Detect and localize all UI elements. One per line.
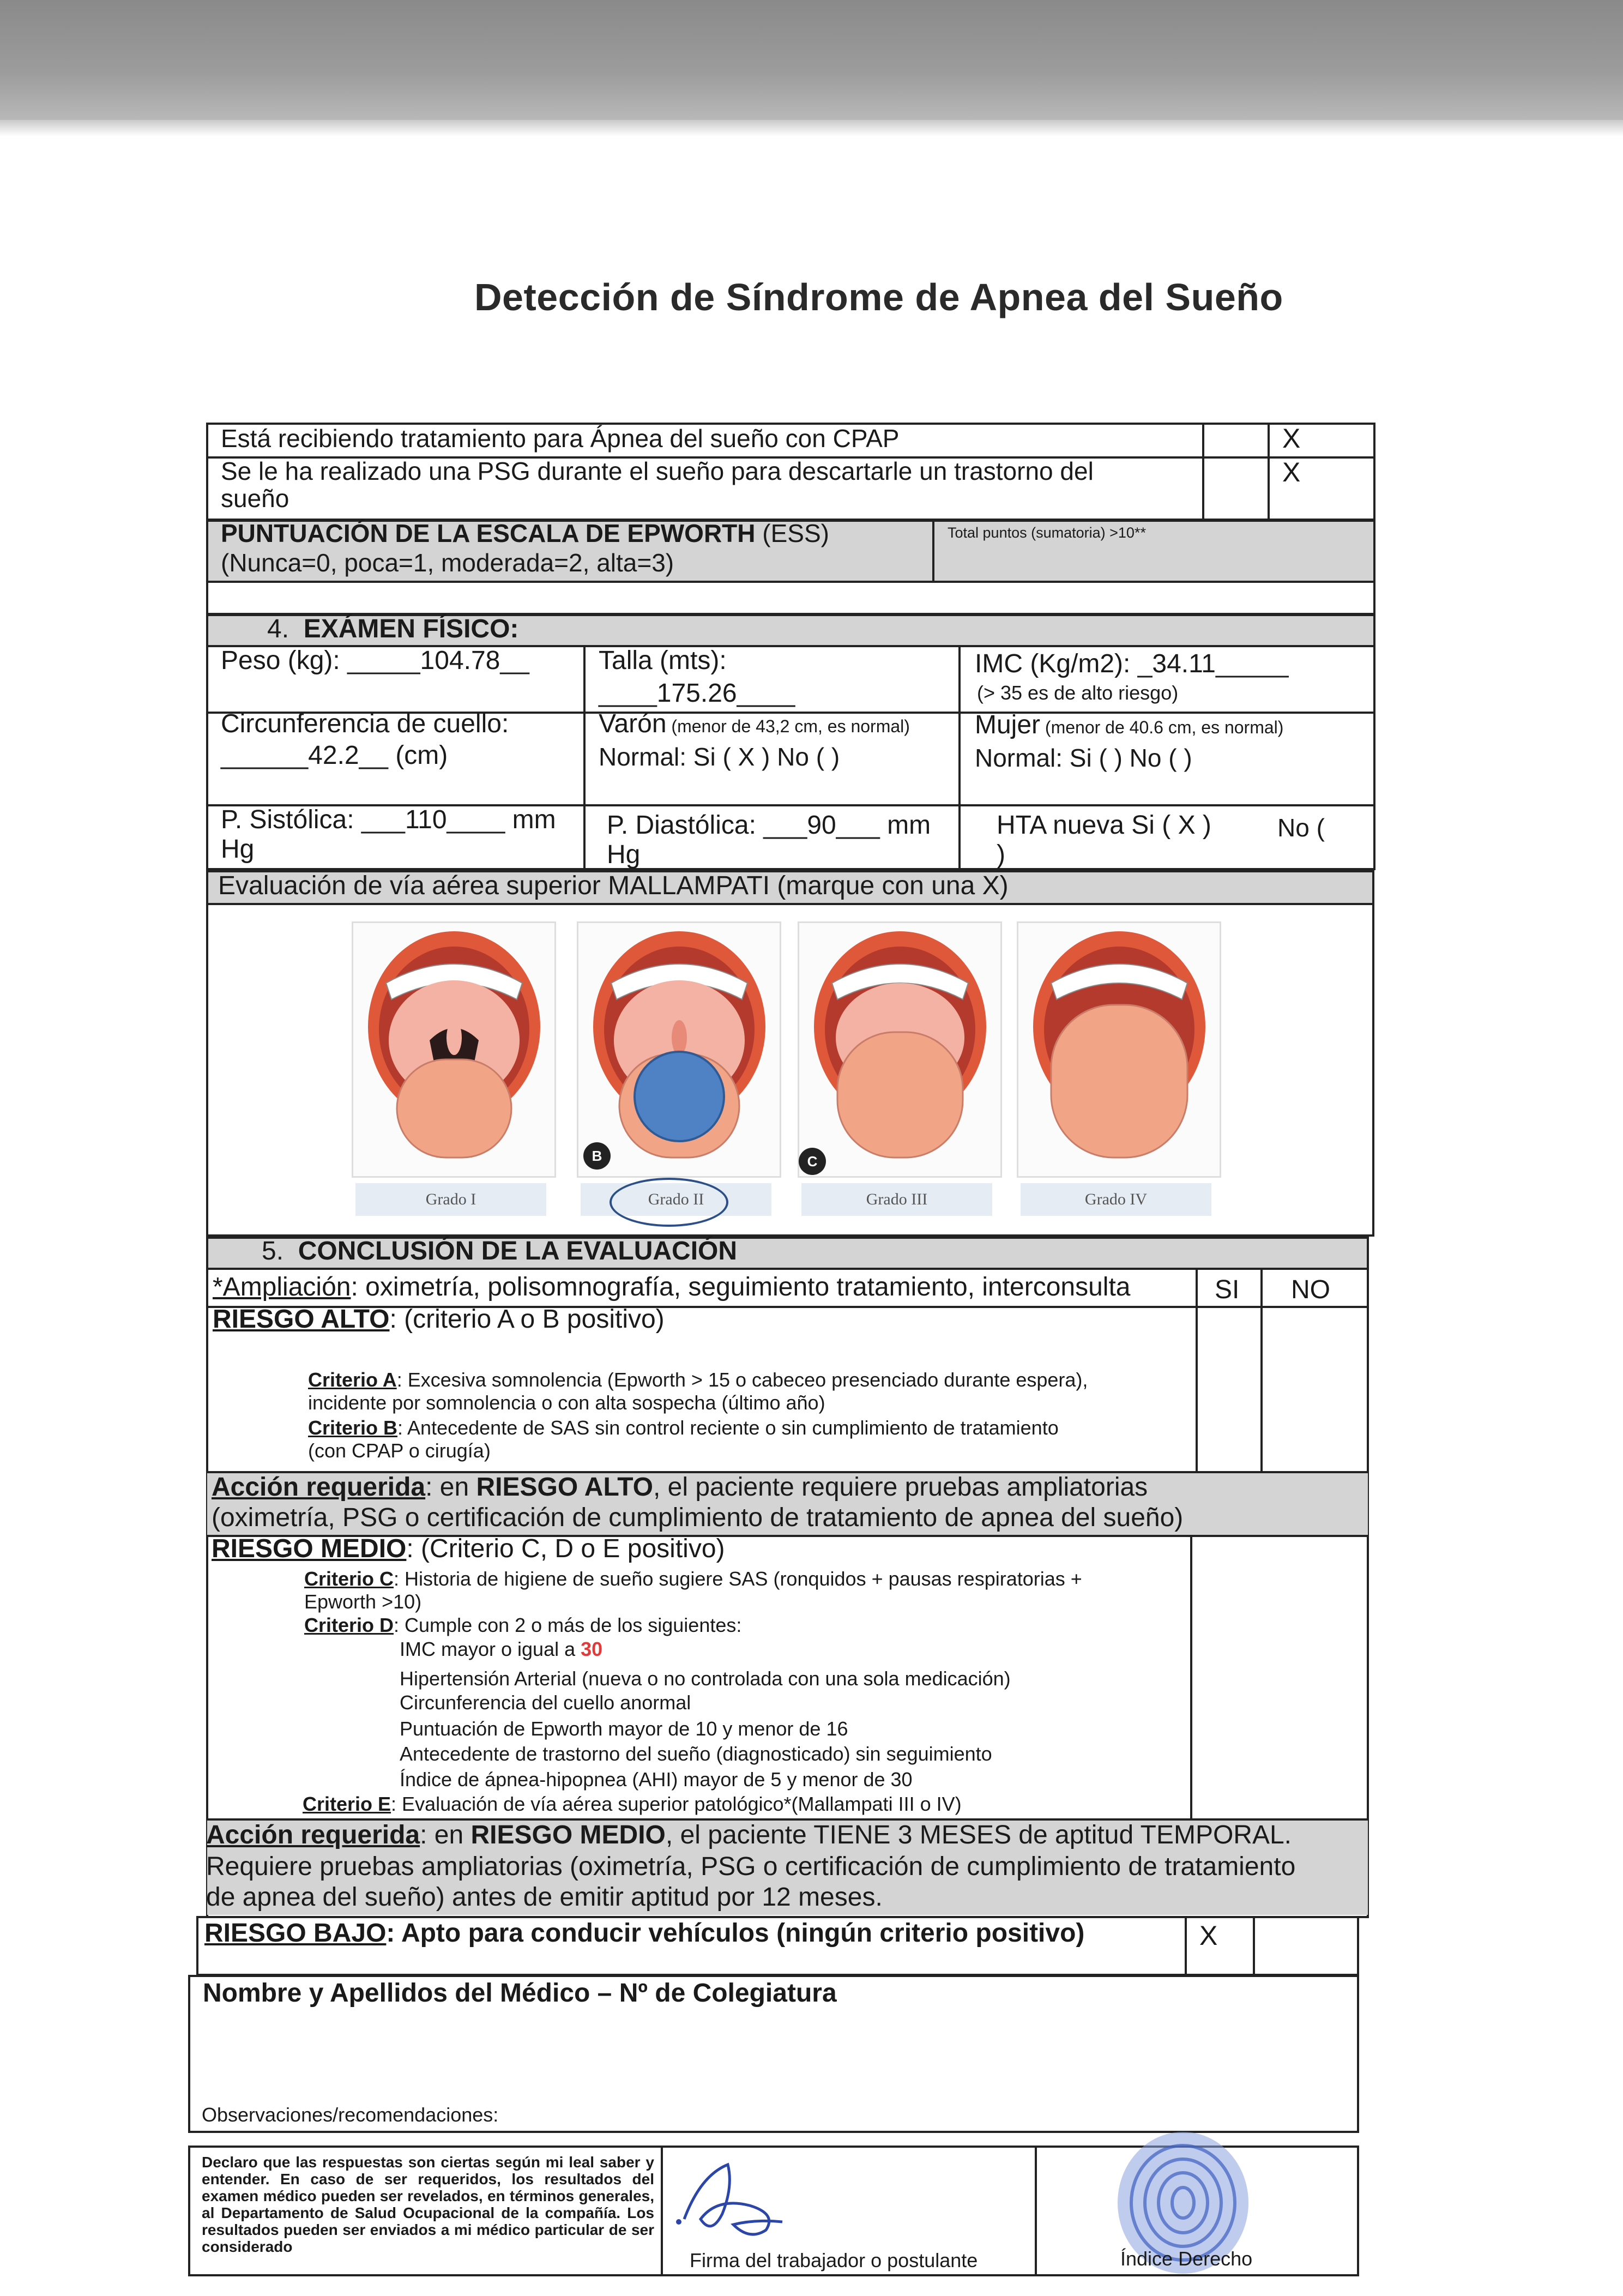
criterio-d-item-4: Puntuación de Epworth mayor de 10 y menor de 16 [400,1718,848,1740]
varon-normal[interactable]: Normal: Si ( X ) No ( ) [599,743,840,771]
riesgo-bajo-mark[interactable]: X [1199,1920,1218,1951]
col-no: NO [1291,1275,1330,1304]
question-cpap: Está recibiendo tratamiento para Ápnea del sueño con CPAP [221,424,900,453]
divider [206,581,1375,583]
varon-label: Varón (menor de 43,2 cm, es normal) [599,709,910,738]
divider [206,1268,1369,1270]
mouth-grade-1-icon [353,923,555,1177]
question-cpap-mark[interactable]: X [1282,423,1301,454]
divider [206,903,1374,905]
criterio-a-cont: incidente por somnolencia o con alta sospecha (último año) [308,1391,825,1414]
epworth-title: PUNTUACIÓN DE LA ESCALA DE EPWORTH (ESS) [221,519,829,547]
divider [1185,1916,1187,1976]
mujer-label: Mujer (menor de 40.6 cm, es normal) [975,710,1284,739]
observaciones-label[interactable]: Observaciones/recomendaciones: [202,2104,499,2126]
divider [958,645,961,870]
hta-no[interactable]: No ( [1277,813,1325,842]
ampliacion-row: *Ampliación: oximetría, polisomnografía, seguimiento tratamiento, interconsulta [213,1273,1131,1301]
criterio-d: Criterio D: Cumple con 2 o más de los siguientes: [304,1614,742,1636]
hta-field[interactable]: HTA nueva Si ( X ) [997,811,1211,840]
mallampati-panel-3[interactable] [798,921,1002,1178]
criterio-d-item-3: Circunferencia del cuello anormal [400,1691,691,1714]
criterio-d-item-2: Hipertensión Arterial (nueva o no controlada con una sola medicación) [400,1667,1011,1690]
divider [1260,1268,1263,1472]
question-psg-line2: sueño [221,484,289,513]
grade-label-1: Grado I [355,1183,546,1216]
medico-label: Nombre y Apellidos del Médico – Nº de Colegiatura [203,1979,837,2008]
declaration-text: Declaro que las respuestas son ciertas según mi leal saber y entender. En caso de ser requeridos, los resultados del examen médico pueden ser revelados, en términos generales, al Departamento de Salud Ocupacional de la compañía. Los resultados pueden ser enviados a mi médico particular de ser considerado [202,2154,654,2255]
accion-alto-line1: Acción requerida: en RIESGO ALTO, el paciente requiere pruebas ampliatorias [212,1473,1148,1502]
scan-top-border [0,0,1623,120]
accion-medio-line1: Acción requerida: en RIESGO MEDIO, el paciente TIENE 3 MESES de aptitud TEMPORAL. [206,1821,1292,1849]
badge-b: B [583,1142,611,1170]
mouth-grade-2-icon [578,923,780,1177]
sistolica-unit: Hg [221,835,255,864]
imc-field[interactable]: IMC (Kg/m2): _34.11_____ [975,649,1289,678]
divider [1190,1535,1192,1818]
diastolica-field[interactable]: P. Diastólica: ___90___ mm [607,811,931,840]
badge-c: C [799,1148,826,1175]
criterio-a: Criterio A: Excesiva somnolencia (Epworth > 15 o cabeceo presenciado durante espera), [308,1369,1088,1391]
signature-icon [668,2154,810,2252]
firma-label: Firma del trabajador o postulante [690,2249,978,2271]
talla-label: Talla (mts): [599,646,727,675]
question-psg-mark[interactable]: X [1282,457,1301,487]
criterio-d-item-6: Índice de ápnea-hipopnea (AHI) mayor de 5 y menor de 30 [400,1768,913,1791]
epworth-scale: (Nunca=0, poca=1, moderada=2, alta=3) [221,549,674,577]
divider [1253,1916,1255,1976]
diastolica-unit: Hg [607,840,641,869]
conclusion-header: 5. CONCLUSIÓN DE LA EVALUACIÓN [262,1237,738,1265]
accion-medio-line2: Requiere pruebas ampliatorias (oximetría, PSG o certificación de cumplimiento de tratamiento [206,1852,1296,1881]
mallampati-panel-1[interactable] [352,921,556,1178]
sistolica-field[interactable]: P. Sistólica: ___110____ mm [221,805,556,834]
divider [1268,423,1270,521]
criterio-c-cont: Epworth >10) [304,1590,422,1613]
criterio-c: Criterio C: Historia de higiene de sueño sugiere SAS (ronquidos + pausas respiratorias + [304,1568,1082,1590]
criterio-d-item-5: Antecedente de trastorno del sueño (diagnosticado) sin seguimiento [400,1743,992,1765]
exam-header: 4. EXÁMEN FÍSICO: [267,614,519,643]
mallampati-panel-2[interactable] [577,921,781,1178]
riesgo-medio-title: RIESGO MEDIO: (Criterio C, D o E positivo) [212,1534,725,1563]
divider [1196,1268,1198,1472]
riesgo-bajo: RIESGO BAJO: Apto para conducir vehículos (ningún criterio positivo) [204,1919,1085,1948]
selected-grade-circle [610,1178,728,1227]
divider [1202,423,1204,521]
imc-note: (> 35 es de alto riesgo) [977,682,1179,704]
mouth-grade-4-icon [1018,923,1220,1177]
epworth-total[interactable]: Total puntos (sumatoria) >10** [948,525,1146,541]
criterio-e: Criterio E: Evaluación de vía aérea superior patológico*(Mallampati III o IV) [303,1793,962,1815]
hta-close: ) [997,840,1005,869]
divider [661,2146,663,2276]
grade-label-2: Grado II [581,1183,771,1216]
mujer-normal[interactable]: Normal: Si ( ) No ( ) [975,744,1192,772]
scan-top-fade [0,120,1623,136]
cuello-field[interactable]: ______42.2__ (cm) [221,741,448,770]
question-psg-line1: Se le ha realizado una PSG durante el sueño para descartarle un trastorno del [221,457,1094,485]
criterio-d-item-1: IMC mayor o igual a 30 [400,1638,603,1660]
riesgo-alto-title: RIESGO ALTO: (criterio A o B positivo) [213,1305,665,1334]
grade-label-4: Grado IV [1021,1183,1211,1216]
mouth-grade-3-icon [799,923,1001,1177]
col-si: SI [1215,1275,1240,1304]
talla-field[interactable]: ____175.26____ [599,679,795,708]
accion-alto-line2: (oximetría, PSG o certificación de cumplimiento de tratamiento de apnea del sueño) [212,1503,1184,1532]
divider [1035,2146,1037,2276]
criterio-b-cont: (con CPAP o cirugía) [308,1439,491,1462]
accion-medio-line3: de apnea del sueño) antes de emitir aptitud por 12 meses. [206,1883,883,1912]
divider [932,520,934,581]
page-title: Detección de Síndrome de Apnea del Sueño [474,276,1283,318]
mallampati-header: Evaluación de vía aérea superior MALLAMPATI (marque con una X) [218,871,1009,900]
criterio-b: Criterio B: Antecedente de SAS sin control reciente o sin cumplimiento de tratamiento [308,1417,1059,1439]
divider [583,645,586,870]
cuello-label: Circunferencia de cuello: [221,709,509,738]
grade-label-3: Grado III [801,1183,992,1216]
mallampati-panel-4[interactable] [1017,921,1221,1178]
peso-field[interactable]: Peso (kg): _____104.78__ [221,646,529,675]
indice-label: Índice Derecho [1120,2247,1253,2270]
